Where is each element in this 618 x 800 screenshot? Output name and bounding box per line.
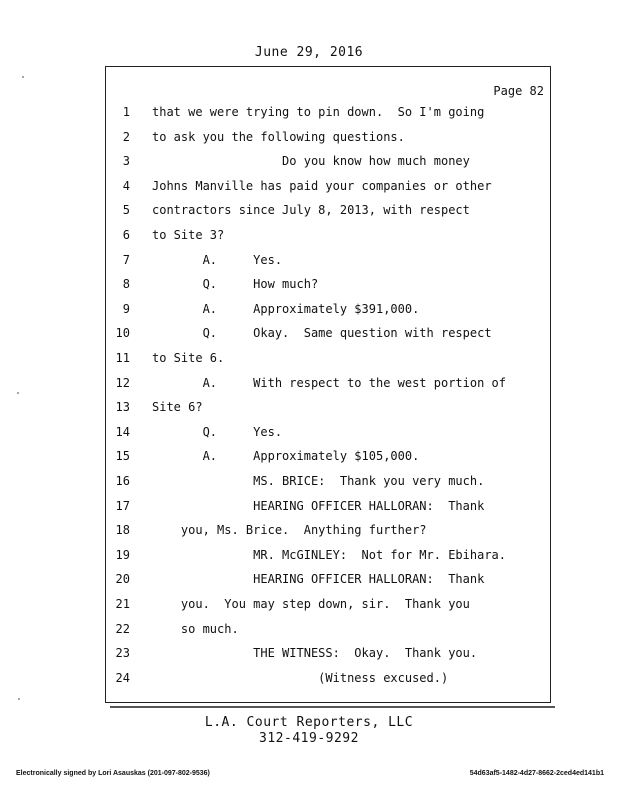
line-text: Do you know how much money [152, 154, 470, 169]
line-number: 3 [122, 154, 130, 169]
transcript-line [0, 469, 618, 493]
line-text: contractors since July 8, 2013, with respect [152, 203, 470, 218]
transcript-line [0, 297, 618, 321]
line-text: A. With respect to the west portion of [152, 375, 507, 390]
scan-speck [22, 76, 24, 78]
line-number: 9 [122, 301, 130, 316]
line-text: to Site 3? [152, 228, 225, 242]
line-text: you. You may step down, sir. Thank you [152, 597, 470, 611]
line-number: 8 [122, 277, 130, 292]
line-text: A. Approximately $391,000. [152, 301, 420, 316]
line-number: 16 [115, 474, 130, 488]
line-number: 22 [115, 621, 130, 636]
transcript-line [0, 346, 618, 370]
line-text: A. Approximately $105,000. [152, 449, 420, 464]
line-number: 10 [115, 326, 130, 341]
transcript-line [0, 494, 618, 518]
line-number: 5 [122, 203, 130, 218]
transcript-line [0, 198, 618, 222]
line-number: 1 [122, 105, 130, 119]
line-text: so much. [152, 621, 239, 636]
transcript-line [0, 125, 618, 149]
line-number: 24 [115, 670, 130, 685]
line-number: 2 [122, 129, 130, 144]
line-number: 7 [122, 252, 130, 267]
document-id: 54d63af5-1482-4d27-8662-2ced4ed141b1 [469, 770, 604, 777]
line-number: 12 [115, 375, 130, 390]
transcript-line [0, 248, 618, 272]
transcript-line [0, 100, 618, 124]
transcript-date: June 29, 2016 [254, 45, 364, 60]
transcript-line [0, 567, 618, 591]
line-text: you, Ms. Brice. Anything further? [152, 523, 427, 538]
line-text: HEARING OFFICER HALLORAN: Thank [152, 572, 485, 587]
transcript-line [0, 444, 618, 468]
transcript-line [0, 272, 618, 296]
line-number: 18 [115, 523, 130, 538]
line-number: 11 [115, 351, 130, 365]
line-number: 19 [115, 547, 130, 562]
transcript-line [0, 641, 618, 665]
transcript-line [0, 666, 618, 690]
line-number: 17 [115, 498, 130, 513]
line-text: to Site 6. [152, 351, 225, 365]
transcript-line [0, 420, 618, 444]
transcript-line [0, 371, 618, 395]
transcript-line [0, 395, 618, 419]
court-reporter-name: L.A. Court Reporters, LLC [204, 715, 414, 730]
transcript-line [0, 321, 618, 345]
line-text: that we were trying to pin down. So I'm going [152, 105, 485, 119]
transcript-line [0, 543, 618, 567]
line-number: 20 [115, 572, 130, 587]
line-number: 4 [122, 178, 130, 193]
line-text: (Witness excused.) [152, 670, 449, 685]
line-text: HEARING OFFICER HALLORAN: Thank [152, 498, 485, 513]
line-number: 15 [115, 449, 130, 464]
line-text: THE WITNESS: Okay. Thank you. [152, 646, 478, 661]
transcript-line [0, 518, 618, 542]
line-text: MS. BRICE: Thank you very much. [152, 474, 485, 488]
transcript-line [0, 223, 618, 247]
scan-speck [18, 698, 20, 700]
line-text: Q. Yes. [152, 424, 283, 439]
line-number: 21 [115, 597, 130, 611]
transcript-line [0, 592, 618, 616]
line-text: Johns Manville has paid your companies or other [152, 178, 492, 193]
line-text: to ask you the following questions. [152, 129, 405, 144]
court-reporter-phone: 312-419-9292 [259, 731, 359, 746]
line-text: Q. How much? [152, 277, 319, 292]
line-number: 6 [122, 228, 130, 242]
transcript-line [0, 617, 618, 641]
line-text: Q. Okay. Same question with respect [152, 326, 492, 341]
transcript-line [0, 149, 618, 173]
line-number: 14 [115, 424, 130, 439]
scan-speck [17, 392, 19, 394]
line-text: Site 6? [152, 400, 203, 415]
line-number: 13 [115, 400, 130, 415]
line-number: 23 [115, 646, 130, 661]
line-text: A. Yes. [152, 252, 283, 267]
electronic-signature: Electronically signed by Lori Asauskas (201-097-802-9536) [16, 770, 210, 777]
page-number: Page 82 [493, 84, 544, 98]
line-text: MR. McGINLEY: Not for Mr. Ebihara. [152, 547, 507, 562]
transcript-line [0, 174, 618, 198]
